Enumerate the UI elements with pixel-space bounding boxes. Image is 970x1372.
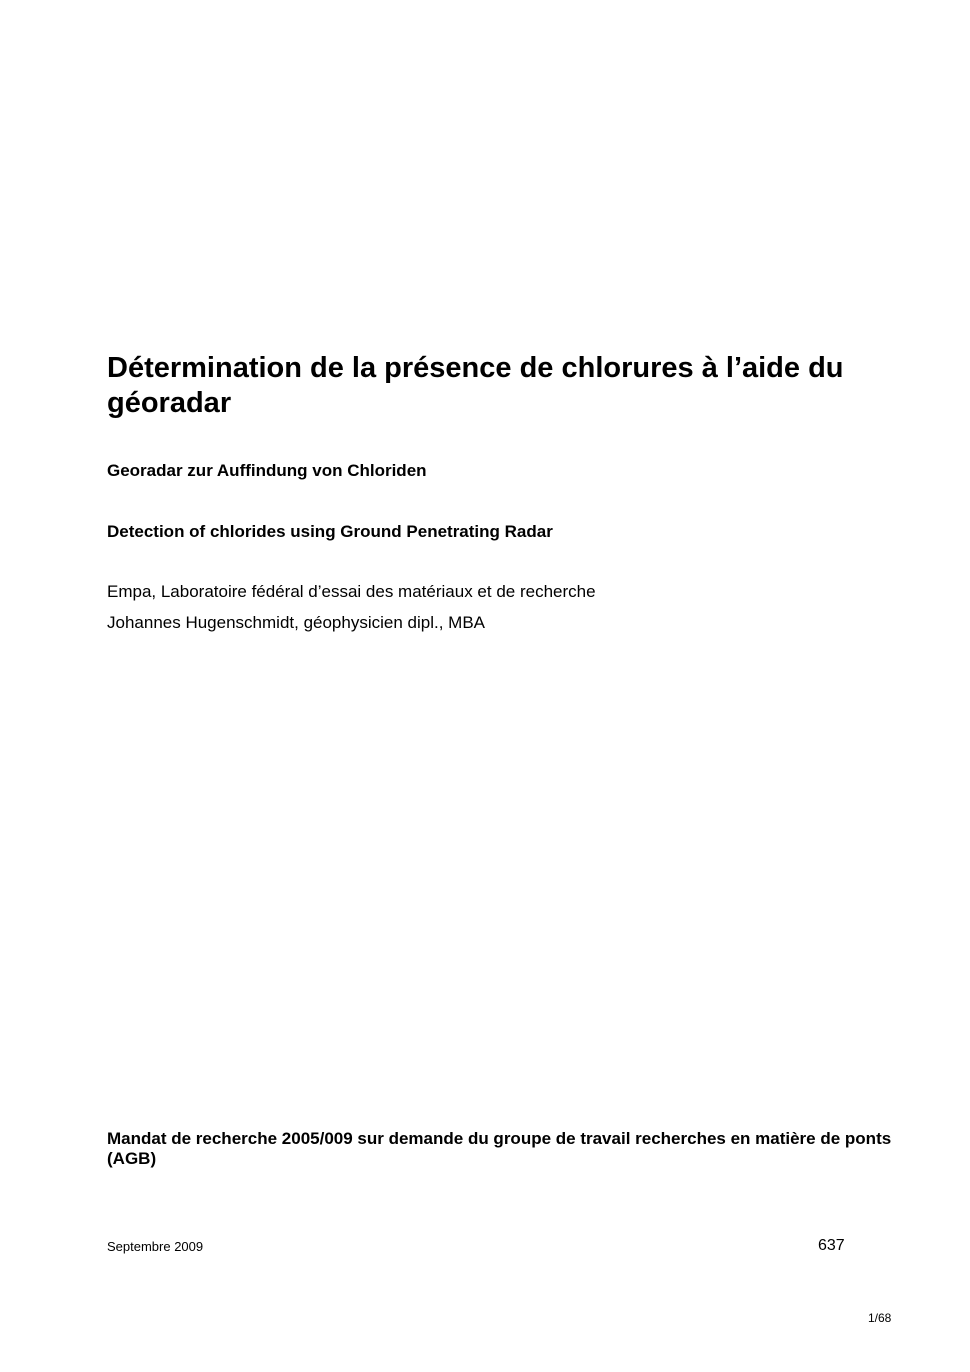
subtitle-german: Georadar zur Auffindung von Chloriden xyxy=(107,461,427,480)
page-number: 1/68 xyxy=(868,1311,892,1325)
author-organization: Empa, Laboratoire fédéral d’essai des matériaux et de recherche xyxy=(107,582,596,601)
document-title: Détermination de la présence de chlorures à l’aide du géoradar xyxy=(107,352,844,419)
subtitle-english: Detection of chlorides using Ground Penetrating Radar xyxy=(107,522,553,541)
author-name: Johannes Hugenschmidt, géophysicien dipl., MBA xyxy=(107,613,485,632)
report-number: 637 xyxy=(818,1237,845,1254)
research-mandate: Mandat de recherche 2005/009 sur demande du groupe de travail recherches en matière de ponts (AGB) xyxy=(107,1129,892,1168)
publication-date: Septembre 2009 xyxy=(107,1239,204,1254)
